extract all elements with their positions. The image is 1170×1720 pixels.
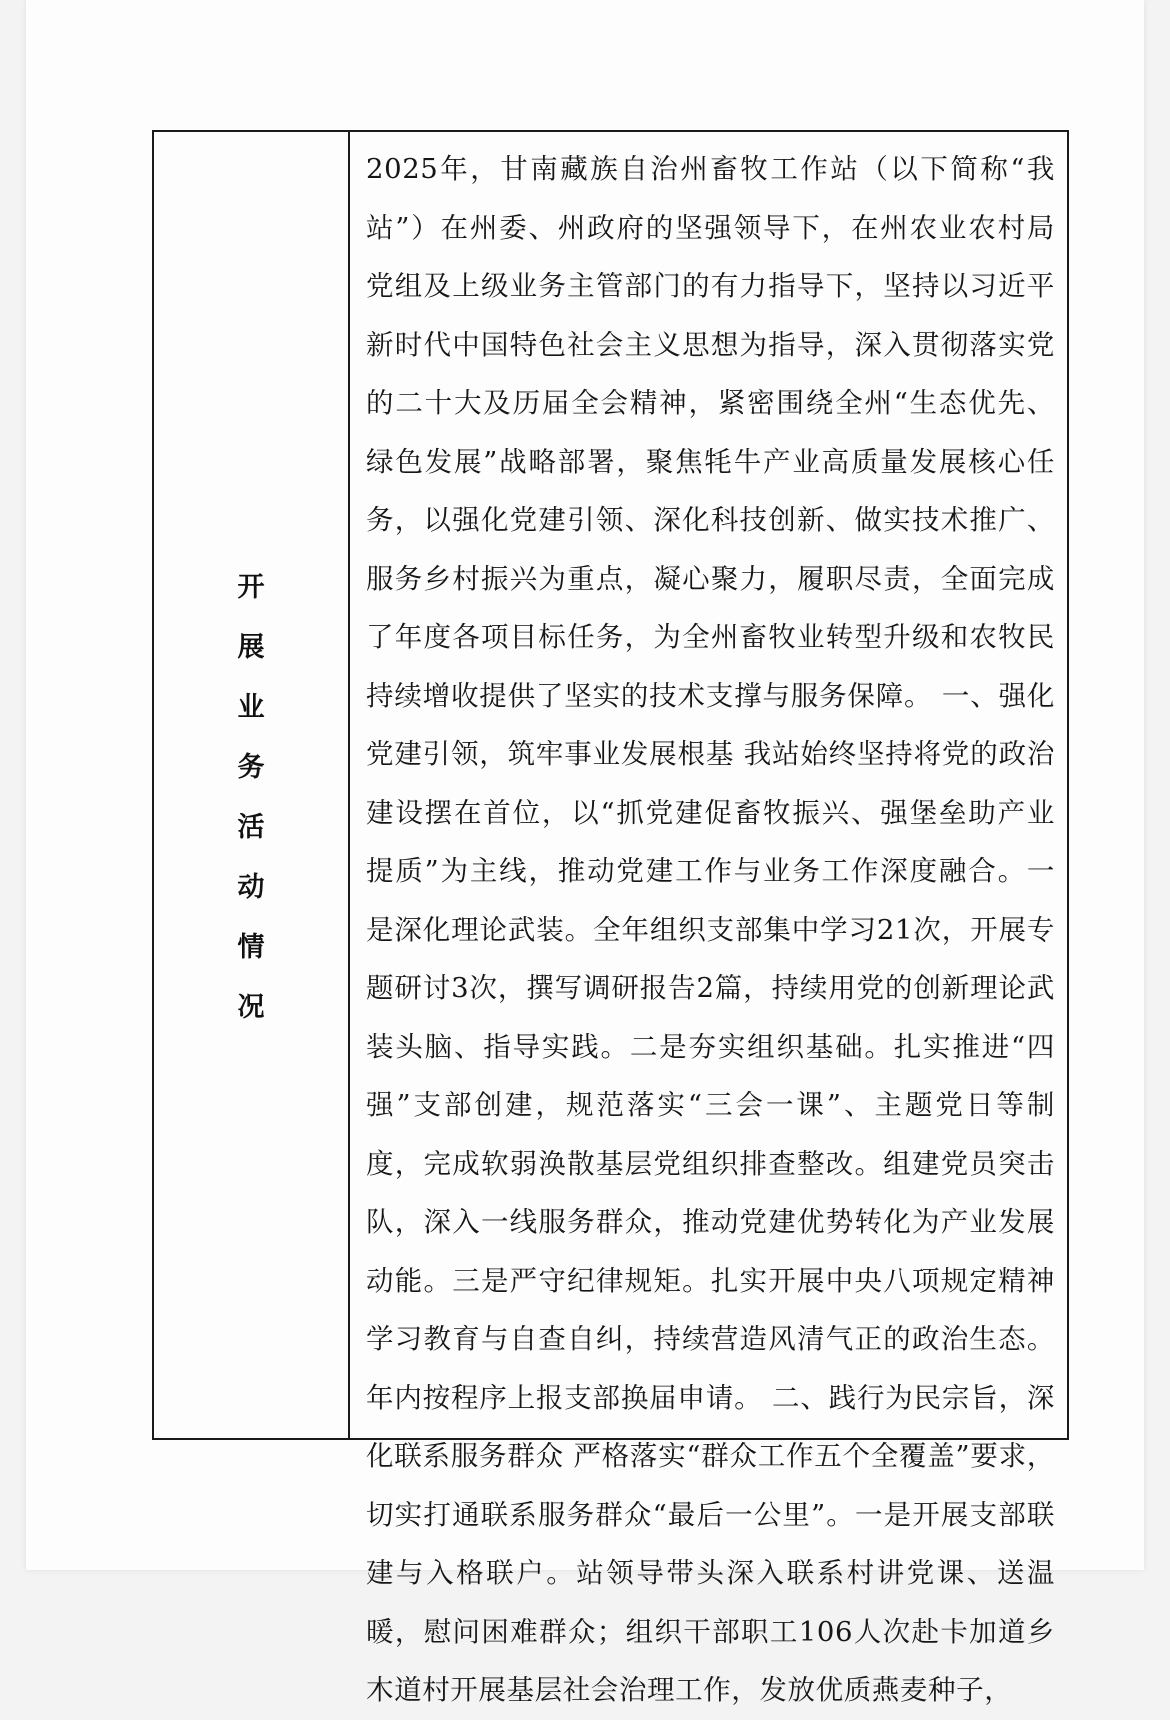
section-label-cell xyxy=(154,132,350,1438)
report-form-table xyxy=(152,130,1069,1706)
section-label-char: 开 xyxy=(237,572,265,603)
section-label-char: 展 xyxy=(237,632,265,663)
section-label-char: 情 xyxy=(237,932,265,963)
section-label-char: 务 xyxy=(237,752,265,783)
section-label-char: 动 xyxy=(237,872,265,903)
section-label-char: 况 xyxy=(237,992,265,1023)
document-page xyxy=(26,0,1144,1706)
body-paragraph: 2025年，甘南藏族自治州畜牧工作站（以下简称“我站”）在州委、州政府的坚强领导下，在州农业农村局党组及上级业务主管部门的有力指导下，坚持以习近平新时代中国特色社会主义思想为指导，深入贯彻落实党的二十大及历届全会精神，紧密围绕全州“生态优先、绿色发展”战略部署，聚焦牦牛产业高质量发展核心任务，以强化党建引领、深化科技创新、做实技术推广、服务乡村振兴为重点，凝心聚力，履职尽责，全面完成了年度各项目标任务，为全州畜牧业转型升级和农牧民持续增收提供了坚实的技术支撑与服务保障。 一、强化党建引领，筑牢事业发展根基 我站始终坚持将党的政治建设摆在首位，以“抓党建促畜牧振兴、强堡垒助产业提质”为主线，推动党建工作与业务工作深度融合。一是深化理论武装。全年组织支部集中学习21次，开展专题研讨3次，撰写调研报告2篇，持续用党的创新理论武装头脑、指导实践。二是夯实组织基础。扎实推进“四强”支部创建，规范落实“三会一课”、主题党日等制度，完成软弱涣散基层党组织排查整改。组建党员突击队，深入一线服务群众，推动党建优势转化为产业发展动能。三是严守纪律规矩。扎实开展中央八项规定精神学习教育与自查自纠，持续营造风清气正的政治生态。年内按程序上报支部换届申请。 二、践行为民宗旨，深化联系服务群众 严格落实“群众工作五个全覆盖”要求，切实打通联系服务群众“最后一公里”。一是开展支部联建与入格联户。站领导带头深入联系村讲党课、送温暖，慰问困难群众；组织干部职工106人次赴卡加道乡木道村开展基层社会治理工作，发放优质燕麦种子， xyxy=(366,153,1055,1706)
section-content-cell xyxy=(350,132,1067,1706)
section-label-char: 活 xyxy=(237,812,265,843)
section-label-char: 业 xyxy=(237,692,265,723)
section-label xyxy=(238,558,265,1038)
